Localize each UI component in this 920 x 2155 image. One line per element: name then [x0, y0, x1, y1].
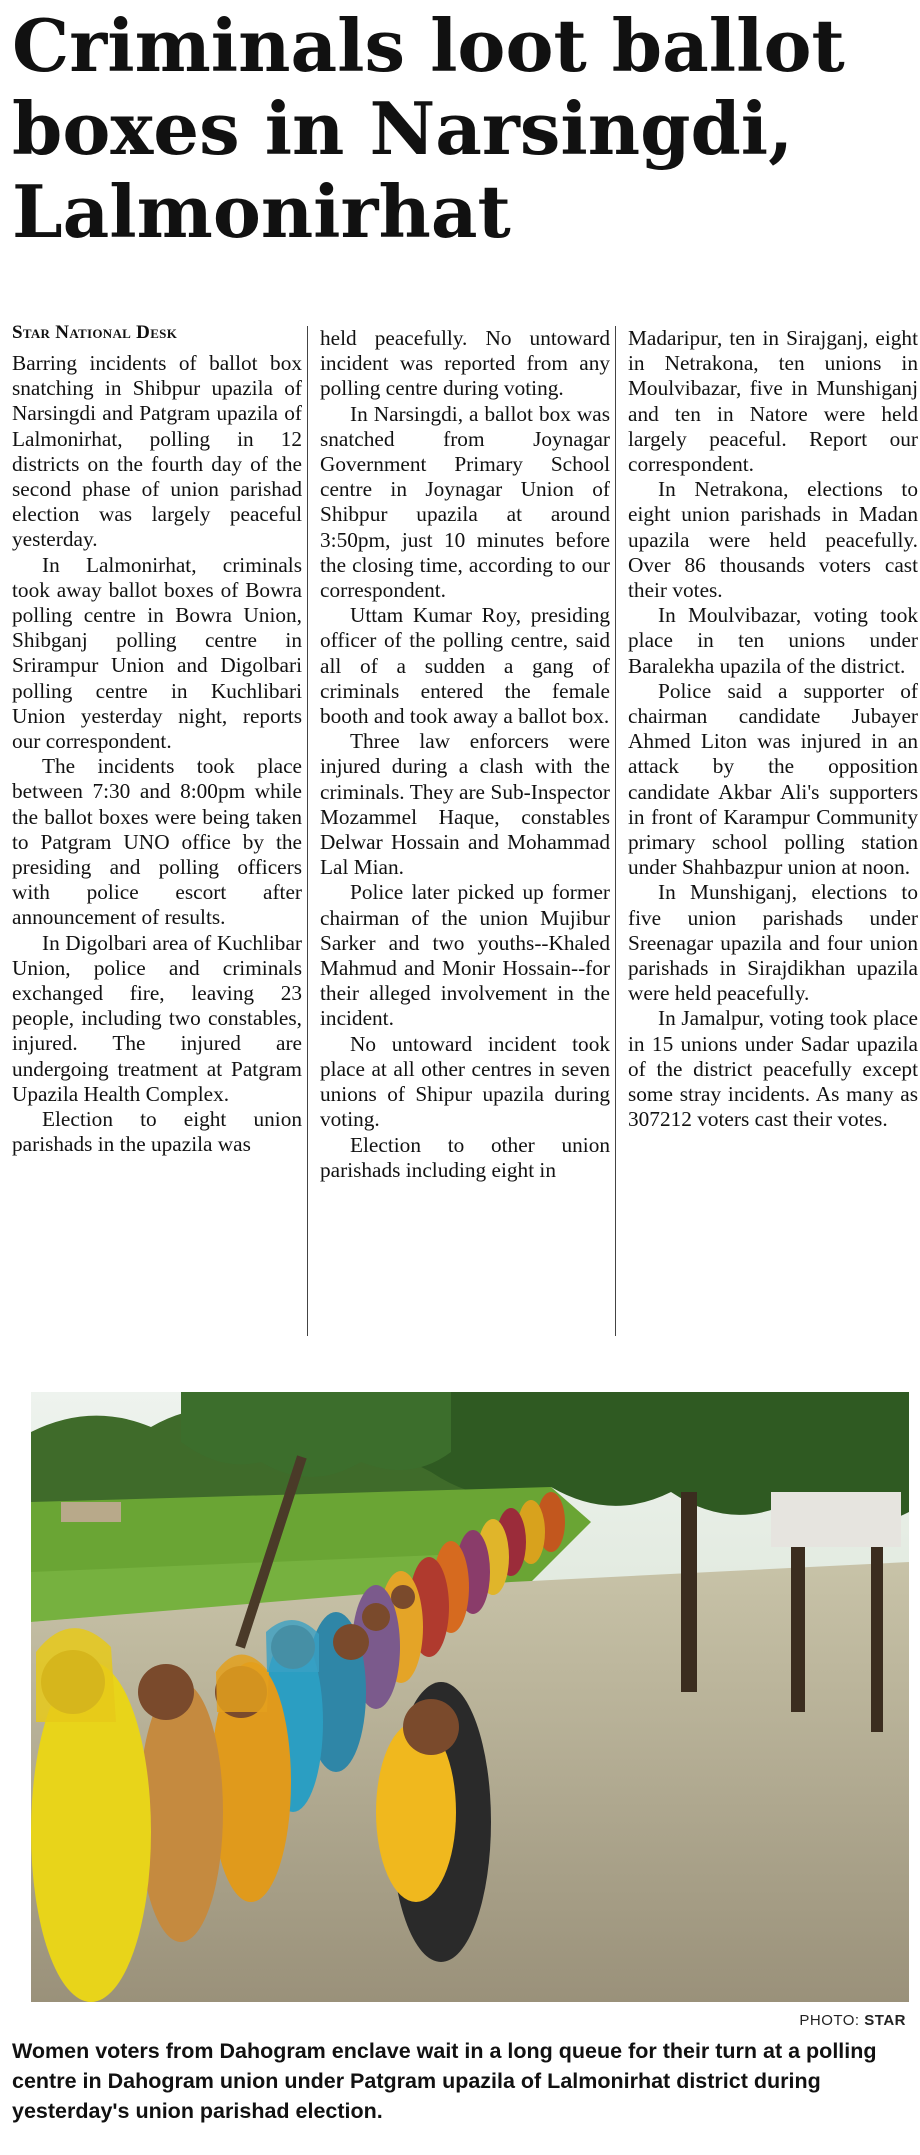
byline: Star National Desk: [12, 322, 178, 343]
paragraph: Barring incidents of ballot box snatching in Shibpur upazila of Narsingdi and Patgram upazila of Lalmonirhat, polling in 12 districts on the fourth day of the second phase of union parishad election was largely peaceful yesterday.: [12, 351, 302, 552]
paragraph: Madaripur, ten in Sirajganj, eight in Netrakona, ten unions in Moulvibazar, five in Munshiganj and ten in Natore were held largely peaceful. Report our correspondent.: [628, 326, 918, 477]
headline: Criminals loot ballot boxes in Narsingdi, Lalmonirhat: [12, 3, 845, 254]
paragraph: Police later picked up former chairman of the union Mujibur Sarker and two youths--Khaled Mahmud and Monir Hossain--for their alleged involvement in the incident.: [320, 880, 610, 1031]
paragraph: held peacefully. No untoward incident was reported from any polling centre during voting.: [320, 326, 610, 401]
paragraph: In Jamalpur, voting took place in 15 unions under Sadar upazila of the district peacefully except some stray incidents. As many as 307212 voters cast their votes.: [628, 1006, 918, 1132]
paragraph: Election to other union parishads including eight in: [320, 1132, 610, 1182]
paragraph: Three law enforcers were injured during a clash with the criminals. They are Sub-Inspector Mozammel Haque, constables Delwar Hossain and Mohammad Lal Mian.: [320, 729, 610, 880]
voters-queue-illustration: [31, 1392, 909, 2002]
paragraph: In Moulvibazar, voting took place in ten unions under Baralekha upazila of the district.: [628, 603, 918, 678]
column-divider-2: [615, 326, 616, 1336]
photo-caption: Women voters from Dahogram enclave wait in a long queue for their turn at a polling centre in Dahogram union under Patgram upazila of Lalmonirhat district during yesterday's union parishad election.: [12, 2039, 877, 2123]
article-column-1: [12, 351, 302, 1158]
photo-credit: PHOTO: STAR: [799, 2012, 906, 2029]
paragraph: Uttam Kumar Roy, presiding officer of the polling centre, said all of a sudden a gang of criminals entered the female booth and took away a ballot box.: [320, 603, 610, 729]
paragraph: In Munshiganj, elections to five union parishads under Sreenagar upazila and four union parishads in Sirajdikhan upazila were held peacefully.: [628, 880, 918, 1006]
paragraph: Police said a supporter of chairman candidate Jubayer Ahmed Liton was injured in an attack by the opposition candidate Akbar Ali's supporters in front of Karampur Community primary school polling station under Shahbazpur union at noon.: [628, 678, 918, 880]
paragraph: Election to eight union parishads in the upazila was: [12, 1107, 302, 1157]
article-column-3: [628, 326, 918, 1133]
paragraph: No untoward incident took place at all other centres in seven unions of Shipur upazila during voting.: [320, 1031, 610, 1132]
paragraph: In Narsingdi, a ballot box was snatched from Joynagar Government Primary School centre in Joynagar Union of Shibpur upazila at around 3:50pm, just 10 minutes before the closing time, according to our correspondent.: [320, 401, 610, 603]
paragraph: In Netrakona, elections to eight union parishads in Madan upazila were held peacefully. Over 86 thousands voters cast their votes.: [628, 477, 918, 603]
paragraph: The incidents took place between 7:30 and 8:00pm while the ballot boxes were being taken to Patgram UNO office by the presiding and polling officers with police escort after announcement of results.: [12, 754, 302, 930]
paragraph: In Lalmonirhat, criminals took away ballot boxes of Bowra polling centre in Bowra Union, Shibganj polling centre in Srirampur Union and Digolbari polling centre in Kuchlibari Union yesterday night, reports our correspondent.: [12, 552, 302, 754]
news-photo: [31, 1392, 909, 2002]
column-divider-1: [307, 326, 308, 1336]
article-column-2: [320, 326, 610, 1183]
paragraph: In Digolbari area of Kuchlibar Union, police and criminals exchanged fire, leaving 23 people, including two constables, injured. The injured are undergoing treatment at Patgram Upazila Health Complex.: [12, 930, 302, 1106]
